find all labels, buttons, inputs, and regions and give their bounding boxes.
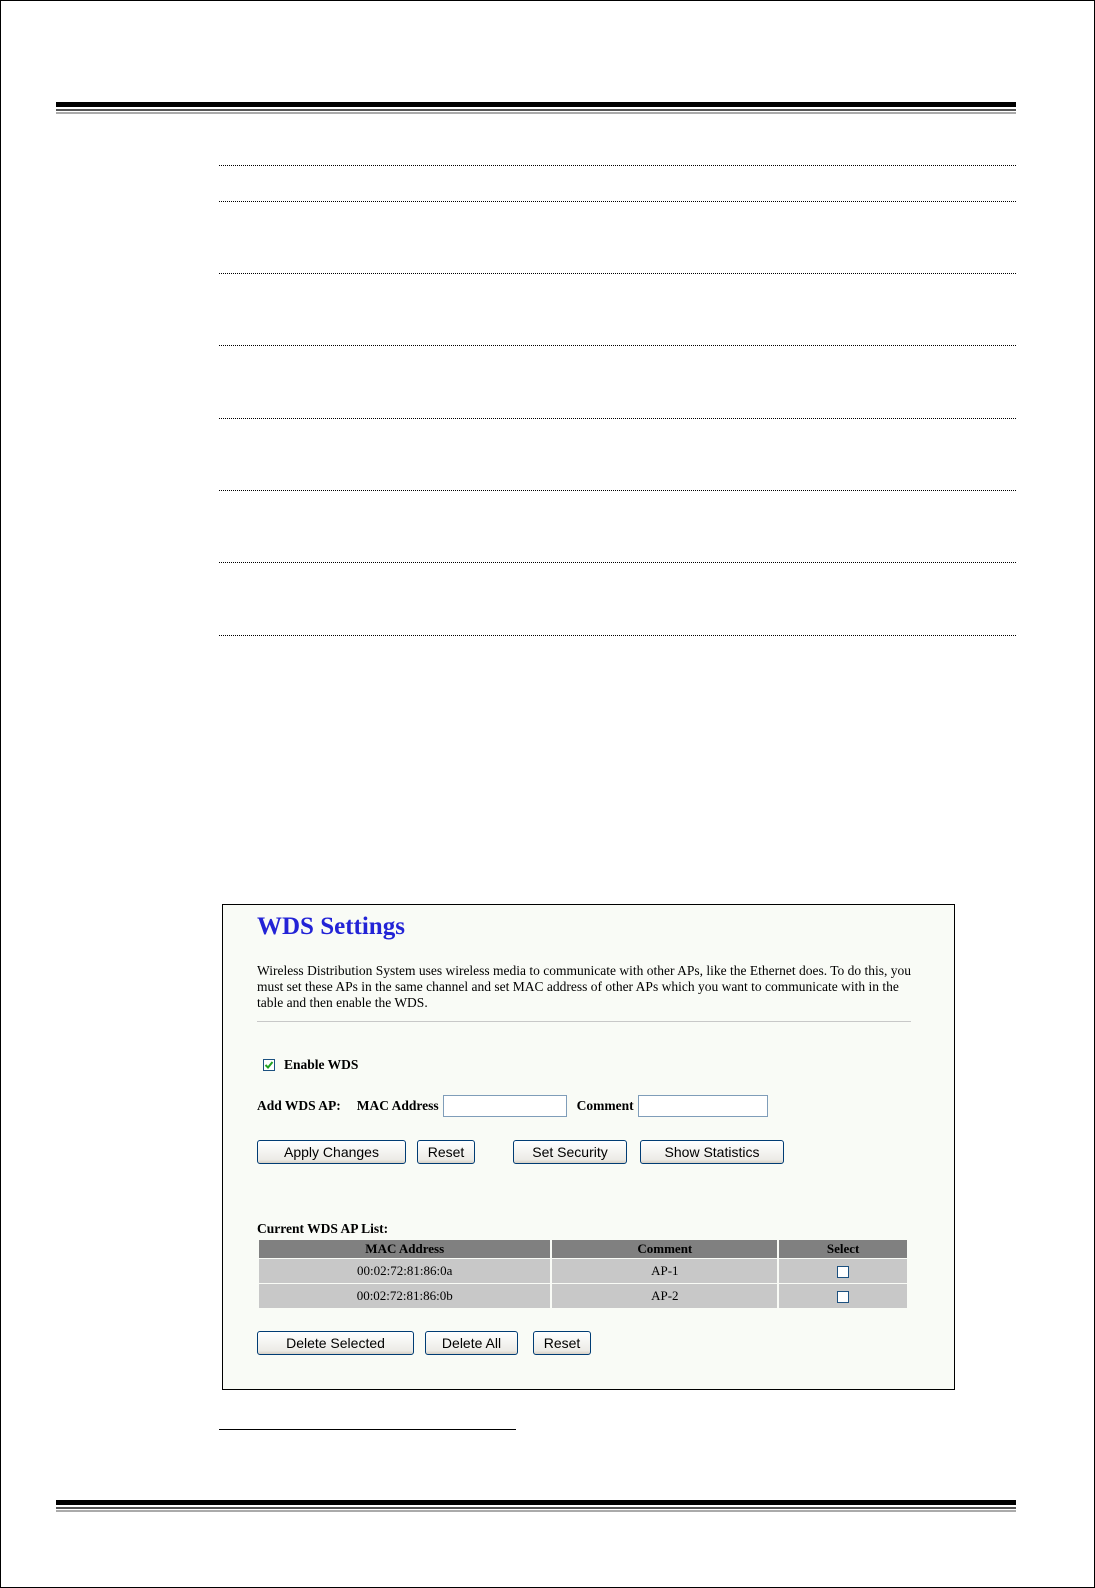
- table-rule: [219, 418, 1016, 419]
- mac-cell: 00:02:72:81:86:0b: [259, 1284, 550, 1308]
- header-rule: [56, 102, 1016, 114]
- checkmark-icon: [264, 1060, 274, 1070]
- mac-address-input[interactable]: [443, 1095, 567, 1117]
- table-rule: [219, 273, 1016, 274]
- column-header-mac: MAC Address: [259, 1240, 550, 1258]
- description-text: Wireless Distribution System uses wireless media to communicate with other APs, like the Ethernet does. To do this, you must set these APs in the same channel and set MAC address of other APs which you want to communicate with in the table and then enable the WDS.: [257, 963, 912, 1010]
- page-title: WDS Settings: [257, 913, 405, 940]
- delete-all-button[interactable]: Delete All: [425, 1331, 518, 1355]
- mac-address-label: MAC Address: [356, 1098, 439, 1113]
- list-reset-button[interactable]: Reset: [533, 1331, 591, 1355]
- reset-button[interactable]: Reset: [417, 1140, 475, 1164]
- comment-cell: AP-2: [552, 1284, 777, 1308]
- table-row: [259, 1284, 907, 1308]
- select-cell: [779, 1259, 907, 1283]
- comment-input[interactable]: [638, 1095, 768, 1117]
- column-header-select: Select: [779, 1240, 907, 1258]
- set-security-button[interactable]: Set Security: [513, 1140, 627, 1164]
- select-cell: [779, 1284, 907, 1308]
- comment-label: Comment: [576, 1098, 634, 1113]
- comment-cell: AP-1: [552, 1259, 777, 1283]
- table-rule: [219, 165, 1016, 166]
- enable-wds-checkbox[interactable]: [263, 1059, 275, 1071]
- add-wds-ap-row: [257, 1095, 768, 1117]
- column-header-comment: Comment: [552, 1240, 777, 1258]
- table-header-row: [259, 1240, 907, 1258]
- table-row: [259, 1259, 907, 1283]
- table-rule: [219, 490, 1016, 491]
- show-statistics-button[interactable]: Show Statistics: [640, 1140, 784, 1164]
- table-rule: [219, 635, 1016, 636]
- enable-wds-row: [263, 1057, 358, 1073]
- select-checkbox[interactable]: [837, 1291, 849, 1303]
- divider: [257, 1021, 911, 1022]
- table-rule: [219, 562, 1016, 563]
- wds-settings-panel: [222, 904, 955, 1390]
- table-rule: [219, 201, 1016, 202]
- mac-cell: 00:02:72:81:86:0a: [259, 1259, 550, 1283]
- enable-wds-label: Enable WDS: [284, 1057, 359, 1072]
- delete-selected-button[interactable]: Delete Selected: [257, 1331, 414, 1355]
- table-rule: [219, 345, 1016, 346]
- add-wds-ap-label: Add WDS AP:: [257, 1098, 341, 1113]
- apply-changes-button[interactable]: Apply Changes: [257, 1140, 406, 1164]
- current-wds-ap-list-label: Current WDS AP List:: [257, 1221, 389, 1236]
- footer-rule: [56, 1500, 1016, 1512]
- select-checkbox[interactable]: [837, 1266, 849, 1278]
- footnote-rule: [219, 1429, 516, 1430]
- wds-ap-table: [257, 1239, 909, 1309]
